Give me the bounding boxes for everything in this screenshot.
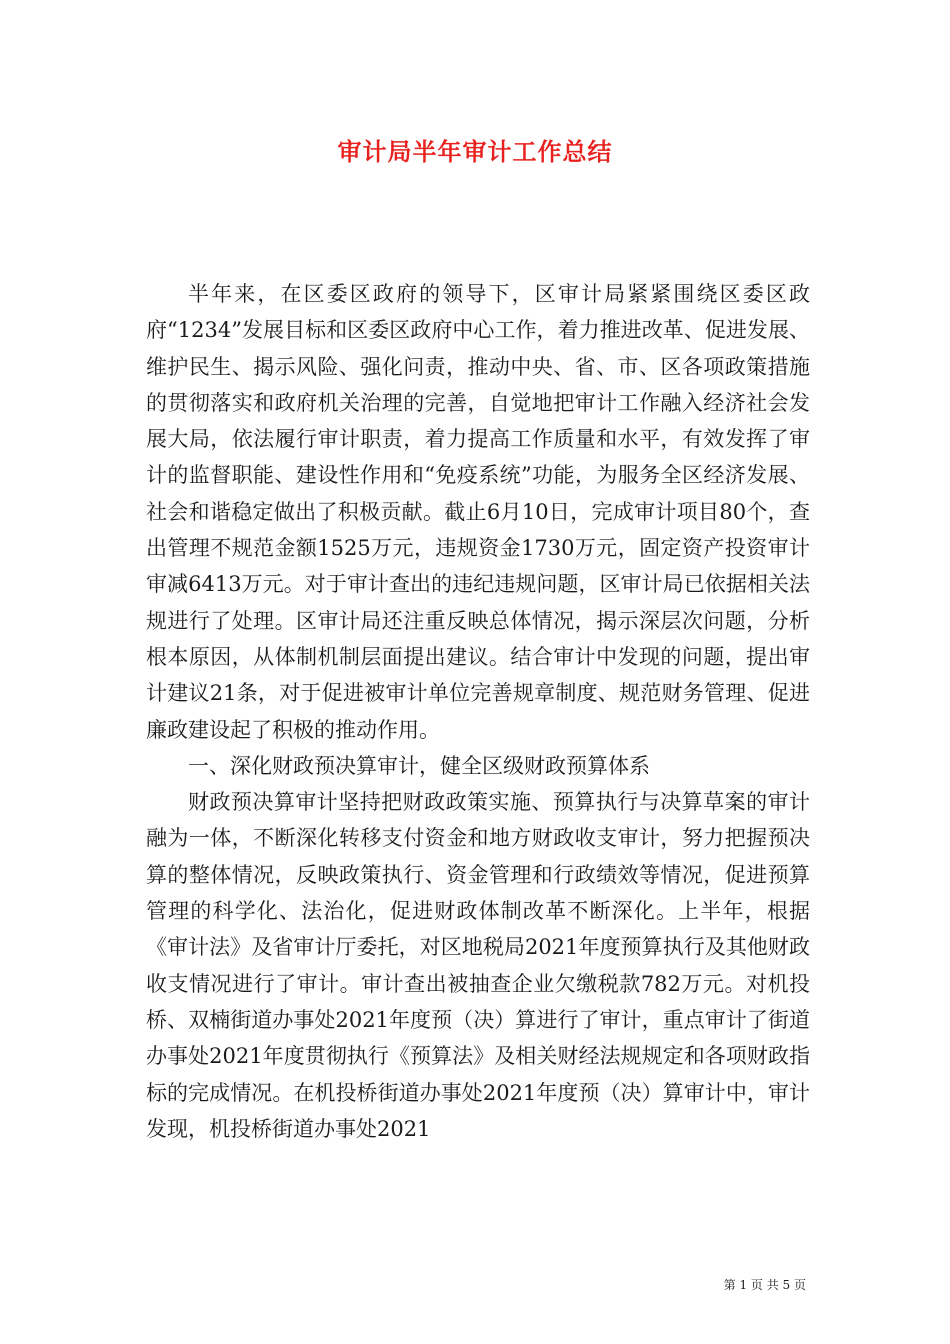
document-body <box>146 276 810 1147</box>
page-number: 第 1 页 共 5 页 <box>723 1278 806 1292</box>
section-heading-1: 一、深化财政预决算审计，健全区级财政预算体系 <box>188 753 650 778</box>
paragraph-section-1: 财政预决算审计坚持把财政政策实施、预算执行与决算草案的审计融为一体，不断深化转移支付资金和地方财政收支审计，努力把握预决算的整体情况，反映政策执行、资金管理和行政绩效等情况，促进预算管理的科学化、法治化，促进财政体制改革不断深化。上半年，根据《审计法》及省审计厅委托，对区地税局2021年度预算执行及其他财政收支情况进行了审计。审计查出被抽查企业欠缴税款782万元。对机投桥、双楠街道办事处2021年度预（决）算进行了审计，重点审计了街道办事处2021年度贯彻执行《预算法》及相关财经法规规定和各项财政指标的完成情况。在机投桥街道办事处2021年度预（决）算审计中，审计发现，机投桥街道办事处2021 <box>146 790 810 1141</box>
paragraph-intro: 半年来，在区委区政府的领导下，区审计局紧紧围绕区委区政府“1234”发展目标和区委区政府中心工作，着力推进改革、促进发展、维护民生、揭示风险、强化问责，推动中央、省、市、区各项政策措施的贯彻落实和政府机关治理的完善，自觉地把审计工作融入经济社会发展大局，依法履行审计职责，着力提高工作质量和水平，有效发挥了审计的监督职能、建设性作用和“免疫系统”功能，为服务全区经济发展、社会和谐稳定做出了积极贡献。截止6月10日，完成审计项目80个，查出管理不规范金额1525万元，违规资金1730万元，固定资产投资审计审减6413万元。对于审计查出的违纪违规问题，区审计局已依据相关法规进行了处理。区审计局还注重反映总体情况，揭示深层次问题，分析根本原因，从体制机制层面提出建议。结合审计中发现的问题，提出审计建议21条，对于促进被审计单位完善规章制度、规范财务管理、促进廉政建设起了积极的推动作用。 <box>146 282 810 742</box>
document-title: 审计局半年审计工作总结 <box>337 138 613 166</box>
